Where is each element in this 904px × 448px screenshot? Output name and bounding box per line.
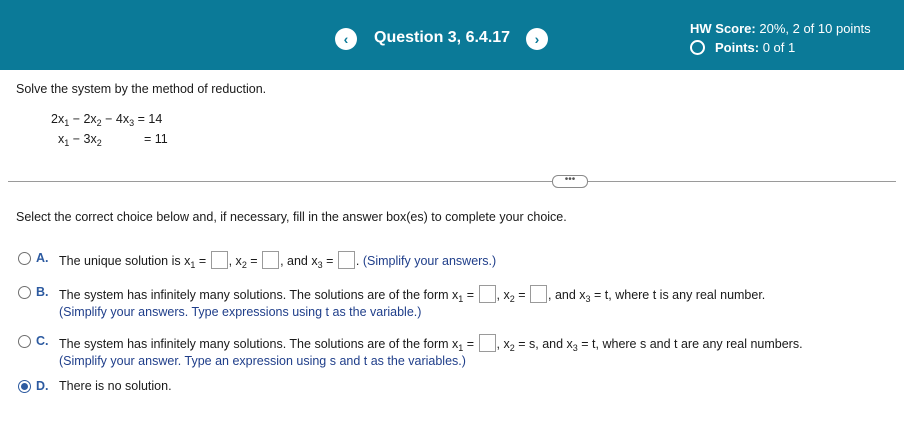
choice-a-letter: A. <box>36 251 49 265</box>
answer-box-b-x2[interactable] <box>530 285 547 303</box>
choice-d-text: There is no solution. <box>59 379 172 393</box>
answer-box-a-x1[interactable] <box>211 251 228 269</box>
radio-c[interactable] <box>18 335 31 348</box>
choice-c-letter: C. <box>36 334 49 348</box>
choice-b-text: The system has infinitely many solutions. The solutions are of the form $x_1$ = , $x_2$ = , and $x_3 = t$, where t is any real number. <box>59 285 765 304</box>
header-bar <box>0 0 904 70</box>
divider <box>8 181 896 182</box>
answer-box-b-x1[interactable] <box>479 285 496 303</box>
problem-prompt: Solve the system by the method of reduction. <box>16 82 267 96</box>
choice-b-hint: (Simplify your answers. Type expressions using t as the variable.) <box>59 305 422 319</box>
radio-d-selected[interactable] <box>18 380 31 393</box>
points-label: Points: <box>715 40 760 55</box>
choice-a-text: The unique solution is $x_1$ = , $x_2$ = , and $x_3$ = . (Simplify your answers.) <box>59 251 496 270</box>
answer-box-a-x2[interactable] <box>262 251 279 269</box>
answer-box-c-x1[interactable] <box>479 334 496 352</box>
choice-c-text: The system has infinitely many solutions. The solutions are of the form $x_1$ = , $x_2 = s$, and $x_3 = t$, where s and t are any real numbers. <box>59 334 803 353</box>
points-value: 0 of 1 <box>762 40 796 55</box>
choice-d-letter: D. <box>36 379 49 393</box>
chevron-left-icon[interactable]: ‹ <box>335 28 357 50</box>
question-title: Question 3, 6.4.17 <box>374 29 511 46</box>
choice-b-letter: B. <box>36 285 49 299</box>
more-options-icon[interactable]: ••• <box>552 175 588 188</box>
radio-b[interactable] <box>18 286 31 299</box>
hw-score <box>690 21 871 36</box>
chevron-right-icon[interactable]: › <box>526 28 548 50</box>
instructions: Select the correct choice below and, if necessary, fill in the answer box(es) to complete your choice. <box>16 210 567 224</box>
hw-score-label: HW Score: <box>690 21 756 36</box>
choice-c-hint: (Simplify your answer. Type an expression using s and t as the variables.) <box>59 354 466 368</box>
points-ring-icon <box>690 40 705 55</box>
points <box>690 40 795 55</box>
radio-a[interactable] <box>18 252 31 265</box>
answer-box-a-x3[interactable] <box>338 251 355 269</box>
hw-score-value: 20%, 2 of 10 points <box>759 21 871 36</box>
equation-2: $x_1 - 3x_2$ = 11 <box>58 132 168 148</box>
equation-1: $2x_1 - 2x_2 - 4x_3 = 14$ <box>51 112 163 128</box>
